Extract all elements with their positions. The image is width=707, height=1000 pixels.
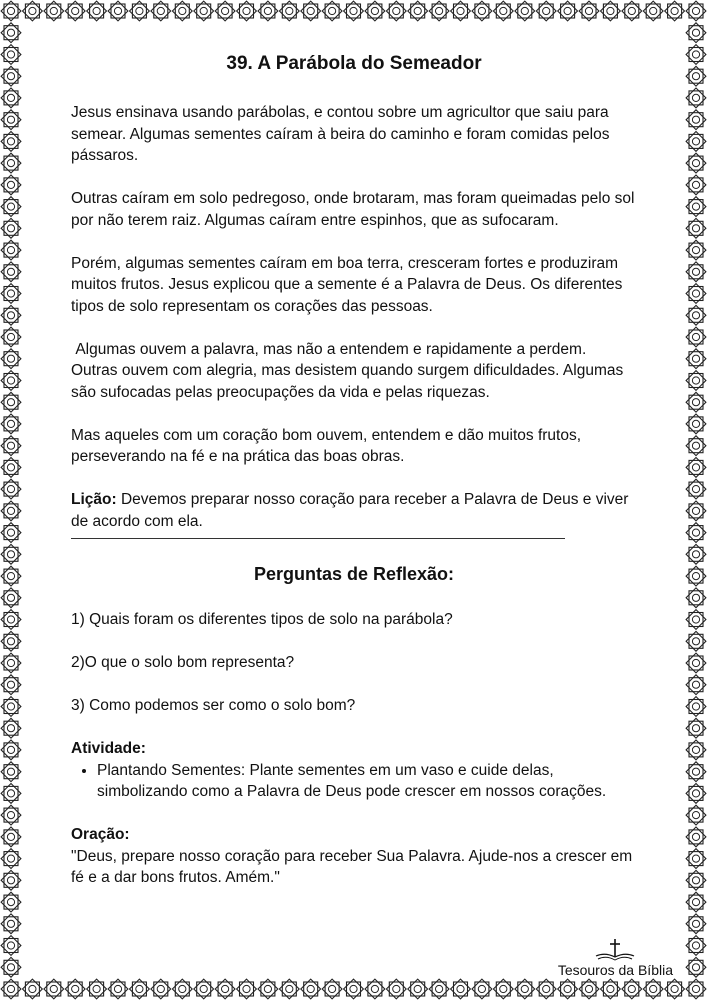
border-ornament — [451, 1, 471, 21]
border-ornament — [1, 305, 21, 325]
border-ornament — [65, 979, 85, 999]
border-ornament — [1, 544, 21, 564]
border-ornament — [686, 305, 706, 325]
border-ornament — [1, 479, 21, 499]
border-ornament — [429, 1, 449, 21]
activity-label: Atividade: — [71, 740, 146, 757]
divider-line — [71, 538, 565, 539]
border-ornament — [686, 197, 706, 217]
border-ornament — [601, 1, 621, 21]
border-ornament — [1, 588, 21, 608]
activity-list — [71, 760, 637, 803]
border-ornament — [215, 1, 235, 21]
border-ornament — [1, 653, 21, 673]
border-ornament — [87, 979, 107, 999]
border-ornament — [686, 371, 706, 391]
border-ornament — [558, 979, 578, 999]
border-ornament — [665, 1, 685, 21]
border-ornament — [322, 1, 342, 21]
border-ornament — [686, 631, 706, 651]
border-ornament — [1, 110, 21, 130]
border-ornament — [279, 979, 299, 999]
border-ornament — [686, 414, 706, 434]
border-ornament — [686, 957, 706, 977]
border-ornament — [1, 697, 21, 717]
border-ornament — [686, 458, 706, 478]
border-ornament — [1, 414, 21, 434]
footer-brand-text: Tesouros da Bíblia — [557, 962, 673, 978]
border-ornament — [1, 827, 21, 847]
border-ornament — [1, 1, 21, 21]
border-ornament — [1, 153, 21, 173]
border-ornament — [622, 1, 642, 21]
border-ornament — [1, 501, 21, 521]
border-ornament — [1, 218, 21, 238]
border-ornament — [429, 979, 449, 999]
border-ornament — [1, 240, 21, 260]
border-ornament — [1, 523, 21, 543]
reflection-question-3: 3) Como podemos ser como o solo bom? — [71, 697, 356, 714]
story-paragraph-4: Algumas ouvem a palavra, mas não a entendem e rapidamente a perdem. Outras ouvem com alegria, mas desistem quando surgem dificuldades. Algumas são sufocadas pelas preocupações da vida e pelas riquezas. — [71, 340, 628, 401]
border-ornament — [23, 1, 43, 21]
border-ornament — [493, 1, 513, 21]
border-ornament — [1, 610, 21, 630]
lesson-label: Lição: — [71, 491, 117, 508]
border-ornament — [1, 262, 21, 282]
border-ornament — [1, 870, 21, 890]
border-ornament — [1, 957, 21, 977]
border-ornament — [472, 979, 492, 999]
border-ornament — [686, 110, 706, 130]
border-ornament — [686, 892, 706, 912]
border-ornament — [130, 979, 150, 999]
border-ornament — [172, 1, 192, 21]
border-ornament — [237, 1, 257, 21]
lesson-block — [71, 489, 637, 532]
prayer-label: Oração: — [71, 826, 130, 843]
border-ornament — [686, 544, 706, 564]
border-ornament — [686, 132, 706, 152]
cross-book-icon — [593, 938, 637, 962]
border-ornament — [301, 1, 321, 21]
border-ornament — [686, 979, 706, 999]
border-ornament — [686, 827, 706, 847]
border-ornament — [1, 805, 21, 825]
border-ornament — [215, 979, 235, 999]
border-ornament — [151, 1, 171, 21]
prayer-text: "Deus, prepare nosso coração para receber Sua Palavra. Ajude-nos a crescer em fé e a dar bons frutos. Amém." — [71, 847, 633, 886]
border-ornament — [1, 892, 21, 912]
border-ornament — [622, 979, 642, 999]
border-ornament — [44, 1, 64, 21]
border-ornament — [686, 501, 706, 521]
page-title: 39. A Parábola do Semeador — [226, 53, 482, 74]
border-ornament — [108, 1, 128, 21]
border-ornament — [643, 979, 663, 999]
border-ornament — [322, 979, 342, 999]
border-ornament — [686, 88, 706, 108]
border-ornament — [686, 1, 706, 21]
border-ornament — [558, 1, 578, 21]
border-ornament — [686, 610, 706, 630]
border-ornament — [1, 349, 21, 369]
border-ornament — [686, 153, 706, 173]
story-paragraph-2: Outras caíram em solo pedregoso, onde brotaram, mas foram queimadas pelo sol por não terem raiz. Algumas caíram entre espinhos, que as sufocaram. — [71, 190, 635, 229]
border-ornament — [686, 936, 706, 956]
border-ornament — [493, 979, 513, 999]
border-ornament — [1, 718, 21, 738]
border-ornament — [579, 979, 599, 999]
border-ornament — [1, 327, 21, 347]
border-ornament — [472, 1, 492, 21]
border-ornament — [686, 762, 706, 782]
border-ornament — [686, 849, 706, 869]
border-ornament — [536, 979, 556, 999]
border-ornament — [1, 936, 21, 956]
border-ornament — [365, 1, 385, 21]
border-ornament — [258, 1, 278, 21]
border-ornament — [1, 45, 21, 65]
border-ornament — [686, 262, 706, 282]
border-ornament — [408, 979, 428, 999]
border-ornament — [686, 523, 706, 543]
border-ornament — [1, 371, 21, 391]
border-ornament — [686, 349, 706, 369]
reflection-question-1: 1) Quais foram os diferentes tipos de solo na parábola? — [71, 611, 453, 628]
page-content — [71, 52, 637, 889]
border-ornament — [151, 979, 171, 999]
border-ornament — [515, 979, 535, 999]
border-ornament — [579, 1, 599, 21]
border-ornament — [1, 675, 21, 695]
footer-brand — [558, 938, 673, 978]
border-ornament — [1, 979, 21, 999]
border-ornament — [23, 979, 43, 999]
border-ornament — [665, 979, 685, 999]
border-ornament — [1, 740, 21, 760]
border-ornament — [301, 979, 321, 999]
border-ornament — [686, 566, 706, 586]
border-ornament — [686, 66, 706, 86]
story-paragraph-5: Mas aqueles com um coração bom ouvem, entendem e dão muitos frutos, perseverando na fé e na prática das boas obras. — [71, 426, 582, 465]
border-ornament — [87, 1, 107, 21]
border-ornament — [1, 132, 21, 152]
border-ornament — [686, 784, 706, 804]
border-ornament — [686, 175, 706, 195]
border-ornament — [686, 870, 706, 890]
border-ornament — [194, 979, 214, 999]
activity-item: • Plantando Sementes: Plante sementes em um vaso e cuide delas, simbolizando como a Palavra de Deus pode crescer em nossos corações. — [97, 760, 637, 803]
border-ornament — [686, 718, 706, 738]
border-ornament — [194, 1, 214, 21]
border-ornament — [1, 458, 21, 478]
border-ornament — [1, 436, 21, 456]
border-ornament — [1, 197, 21, 217]
border-ornament — [1, 566, 21, 586]
border-ornament — [1, 175, 21, 195]
border-ornament — [344, 979, 364, 999]
border-ornament — [44, 979, 64, 999]
border-ornament — [451, 979, 471, 999]
story-paragraph-3: Porém, algumas sementes caíram em boa terra, cresceram fortes e produziram muitos frutos. Jesus explicou que a semente é a Palavra de Deus. Os diferentes tipos de solo representam os corações das pessoas. — [71, 254, 623, 315]
border-ornament — [386, 1, 406, 21]
border-ornament — [108, 979, 128, 999]
border-ornament — [237, 979, 257, 999]
border-ornament — [643, 1, 663, 21]
border-ornament — [1, 66, 21, 86]
border-ornament — [515, 1, 535, 21]
border-ornament — [344, 1, 364, 21]
border-ornament — [1, 849, 21, 869]
border-ornament — [386, 979, 406, 999]
border-ornament — [1, 284, 21, 304]
border-ornament — [686, 218, 706, 238]
border-ornament — [686, 284, 706, 304]
lesson-text: Devemos preparar nosso coração para receber a Palavra de Deus e viver de acordo com ela. — [71, 491, 629, 530]
border-ornament — [686, 45, 706, 65]
border-ornament — [686, 392, 706, 412]
story-paragraph-1: Jesus ensinava usando parábolas, e contou sobre um agricultor que saiu para semear. Algumas sementes caíram à beira do caminho e foram comidas pelos pássaros. — [71, 104, 610, 164]
border-ornament — [686, 479, 706, 499]
border-ornament — [130, 1, 150, 21]
border-ornament — [601, 979, 621, 999]
border-ornament — [1, 762, 21, 782]
border-ornament — [365, 979, 385, 999]
border-ornament — [686, 697, 706, 717]
border-ornament — [686, 240, 706, 260]
border-ornament — [1, 88, 21, 108]
border-ornament — [1, 23, 21, 43]
border-ornament — [686, 805, 706, 825]
border-ornament — [686, 740, 706, 760]
border-ornament — [1, 784, 21, 804]
border-ornament — [1, 392, 21, 412]
border-ornament — [408, 1, 428, 21]
border-ornament — [686, 675, 706, 695]
border-ornament — [686, 23, 706, 43]
border-ornament — [536, 1, 556, 21]
border-ornament — [279, 1, 299, 21]
border-ornament — [686, 327, 706, 347]
border-ornament — [686, 653, 706, 673]
border-ornament — [1, 914, 21, 934]
border-ornament — [172, 979, 192, 999]
border-ornament — [258, 979, 278, 999]
border-ornament — [65, 1, 85, 21]
reflection-heading: Perguntas de Reflexão: — [253, 564, 455, 584]
border-ornament — [686, 588, 706, 608]
border-ornament — [686, 914, 706, 934]
border-ornament — [1, 631, 21, 651]
border-ornament — [686, 436, 706, 456]
reflection-question-2: 2)O que o solo bom representa? — [71, 654, 295, 671]
